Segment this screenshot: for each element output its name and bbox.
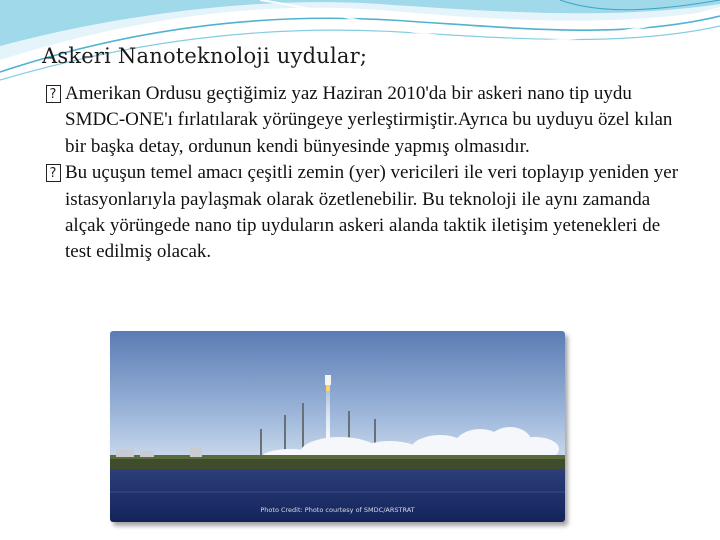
bullet-text: Bu uçuşun temel amacı çeşitli zemin (yer) vericileri ile veri toplayıp yeniden yer istasyonlarıyla paylaşmak olarak özetlenebilir. Bu teknoloji ile aynı zamanda alçak yörüngede nano tip uyduların askeri alanda taktik iletişim yetenekleri de test edilmiş olacak.: [65, 162, 679, 263]
slide-title: Askeri Nanoteknoloji uydular;: [42, 44, 368, 68]
missing-glyph-box-icon: [46, 164, 61, 182]
slide-body: [46, 81, 686, 266]
rocket-launch-photo: [110, 331, 565, 522]
bullet-item: [46, 160, 686, 266]
photo-credit: Photo Credit: Photo courtesy of SMDC/ARSTRAT: [260, 506, 415, 514]
missing-glyph-box-icon: [46, 85, 61, 103]
bullet-item: [46, 81, 686, 160]
bullet-text: Amerikan Ordusu geçtiğimiz yaz Haziran 2010'da bir askeri nano tip uydu SMDC-ONE'ı fırlatılarak yörüngeye yerleştirmiştir.Ayrıca bu uyduyu özel kılan bir başka detay, ordunun kendi bünyesinde yapmış olmasıdır.: [65, 83, 673, 157]
